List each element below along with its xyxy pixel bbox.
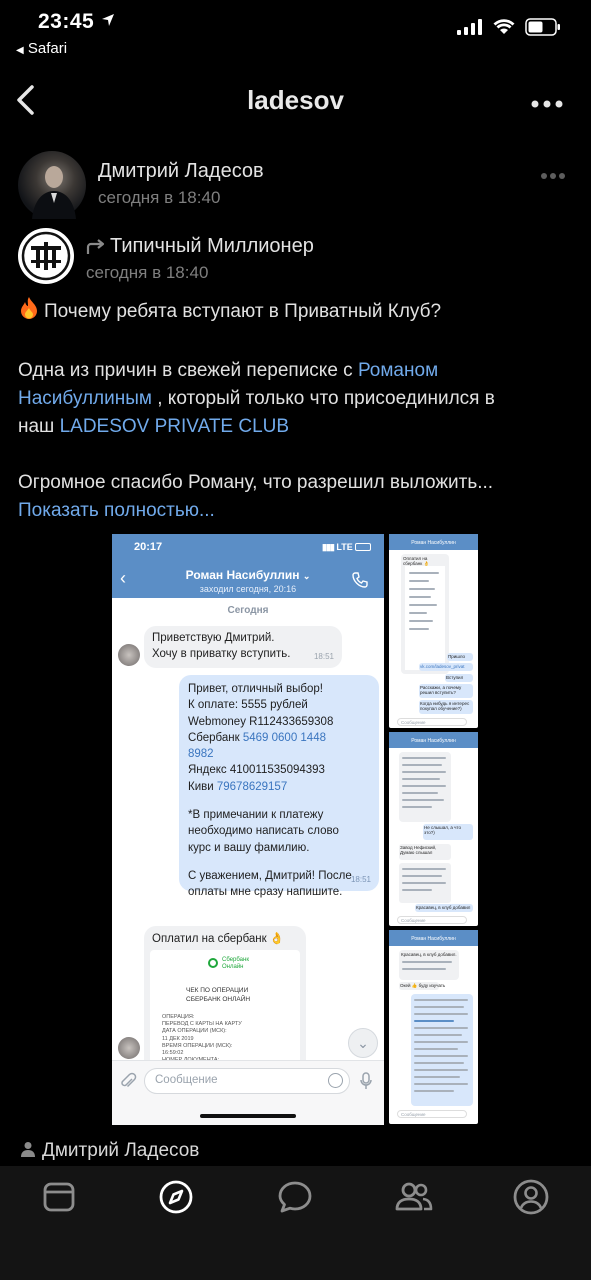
post-signature[interactable]: Дмитрий Ладесов: [20, 1140, 199, 1162]
battery-icon: [525, 18, 561, 36]
shot-msg-1: Приветствую Дмитрий. Хочу в приватку вступить. 18:51: [144, 626, 342, 668]
tab-discover[interactable]: [157, 1178, 197, 1218]
friends-icon: [394, 1178, 434, 1216]
status-time: 23:45: [38, 10, 115, 34]
shot-attach-icon: [120, 1072, 136, 1095]
news-icon: [40, 1178, 78, 1216]
shot-time: 20:17: [134, 541, 163, 553]
signal-icon: [457, 19, 483, 35]
page-title: ladesov: [247, 85, 344, 115]
post-paragraph-2: Одна из причин в свежей переписке с Романом Насибуллиным , который только что присоединился в наш LADESOV PRIVATE CLUB: [18, 360, 495, 437]
location-arrow-icon: [101, 13, 115, 27]
shot-home-indicator: [200, 1114, 296, 1118]
tab-friends[interactable]: [394, 1178, 434, 1218]
repost-source-avatar[interactable]: [18, 228, 74, 284]
more-button[interactable]: [530, 96, 564, 108]
author-avatar[interactable]: [18, 151, 86, 219]
repost-icon: [86, 238, 106, 261]
profile-icon: [512, 1178, 550, 1216]
shot-battery-icon: [355, 543, 371, 551]
more-dots-icon: [530, 99, 564, 109]
fire-icon: [18, 296, 44, 329]
photo-attachment-2[interactable]: Роман Насибуллин Оплатил на сбербанк 👌 Пришло vk.com/ladesov_privat Вступил Расскажи, а почему решил вступить? Когда нибудь я интерес покупал обучение?) Сообщение: [389, 534, 478, 728]
system-icons: [457, 18, 561, 36]
club-link[interactable]: LADESOV PRIVATE CLUB: [59, 416, 290, 437]
post-text: [18, 296, 578, 525]
post-paragraph-3: Огромное спасибо Роману, что разрешил выложить...: [18, 472, 494, 493]
tab-news[interactable]: [40, 1178, 80, 1218]
photo-attachment-4[interactable]: Роман Насибуллин Красавец, в клуб добавил. Окей 👍 буду изучать Сообщение: [389, 930, 478, 1124]
shot-msg-3: Оплатил на сбербанк 👌 Сбербанк Онлайн ЧЕК ПО ОПЕРАЦИИ СБЕРБАНК ОНЛАЙН ОПЕРАЦИЯ: ПЕРЕВОД С КАРТЫ НА КАРТУ ДАТА ОПЕРАЦИИ (МСК): 11 ДЕК 2019 ВРЕМЯ ОПЕРАЦИИ (МСК): 16:59:02: [144, 926, 306, 1076]
shot-network: ▮▮▮ LTE: [322, 542, 371, 553]
repost-source-name[interactable]: Типичный Миллионер: [110, 235, 314, 257]
shot-date-label: Сегодня: [227, 605, 269, 616]
small-back-triangle-icon: ◀: [16, 45, 24, 56]
shot-mic-icon: [360, 1072, 372, 1095]
post-options-button[interactable]: [540, 167, 566, 177]
shot-receipt-image: Сбербанк Онлайн ЧЕК ПО ОПЕРАЦИИ СБЕРБАНК ОНЛАЙН ОПЕРАЦИЯ: ПЕРЕВОД С КАРТЫ НА КАРТУ ДАТА ОПЕРАЦИИ (МСК): 11 ДЕК 2019 ВРЕМЯ ОПЕРАЦИИ (МСК): 16:59:02: [150, 950, 300, 1080]
shot-scroll-down-button: ⌄: [348, 1028, 378, 1058]
wifi-icon: [493, 19, 515, 35]
person-icon: [20, 1141, 36, 1157]
back-to-safari[interactable]: ◀ Safari: [16, 40, 68, 57]
shot-phone-icon: [352, 572, 368, 593]
shot-msg-2: Привет, отличный выбор! К оплате: 5555 рублей Webmoney R112433659308 Сбербанк 5469 0600 1448 8982 Яндекс 410011535094393 Киви 79678629157 *В примечании к платежу необходимо написать слово курс и вашу фамилию. С уважением, Дмитрий! После оплаты мне сразу напишите. 18:51: [179, 675, 379, 891]
more-dots-icon: [540, 172, 566, 180]
shot-back-icon: ‹: [120, 568, 126, 588]
person-silhouette-icon: [18, 151, 86, 219]
post-line-1: Почему ребята вступают в Приватный Клуб?: [18, 296, 578, 329]
compass-icon: [157, 1178, 195, 1216]
shot-message-input: Сообщение: [144, 1068, 350, 1094]
shot-avatar-2: [118, 1037, 140, 1059]
shot-contact-name: Роман Насибуллин ⌄: [185, 568, 311, 582]
mention-link[interactable]: Романом: [357, 360, 439, 381]
author-name[interactable]: Дмитрий Ладесов: [98, 160, 264, 182]
author-time: сегодня в 18:40: [98, 188, 221, 207]
shot-contact-status: заходил сегодня, 20:16: [199, 584, 297, 594]
show-more-link[interactable]: Показать полностью...: [18, 500, 215, 521]
tm-logo-icon: [18, 228, 74, 284]
tab-profile[interactable]: [512, 1178, 552, 1218]
shot-emoji-icon: [328, 1073, 343, 1088]
shot-avatar: [118, 644, 140, 666]
status-bar: [0, 0, 591, 70]
sber-logo-icon: [208, 958, 218, 968]
message-bubble-icon: [276, 1178, 314, 1216]
mention-link-cont[interactable]: Насибуллиным: [18, 388, 152, 409]
shot-signal-icon: ▮▮▮: [322, 542, 334, 552]
repost-time: сегодня в 18:40: [86, 263, 209, 282]
tab-messages[interactable]: [276, 1178, 316, 1218]
photo-attachment-main[interactable]: [112, 534, 384, 1124]
photo-attachment-3[interactable]: Роман Насибуллин Не слышал, а что это?) Завод Нефиcкий, Думаю слышал Красавец, в клуб добавил Сообщение: [389, 732, 478, 926]
